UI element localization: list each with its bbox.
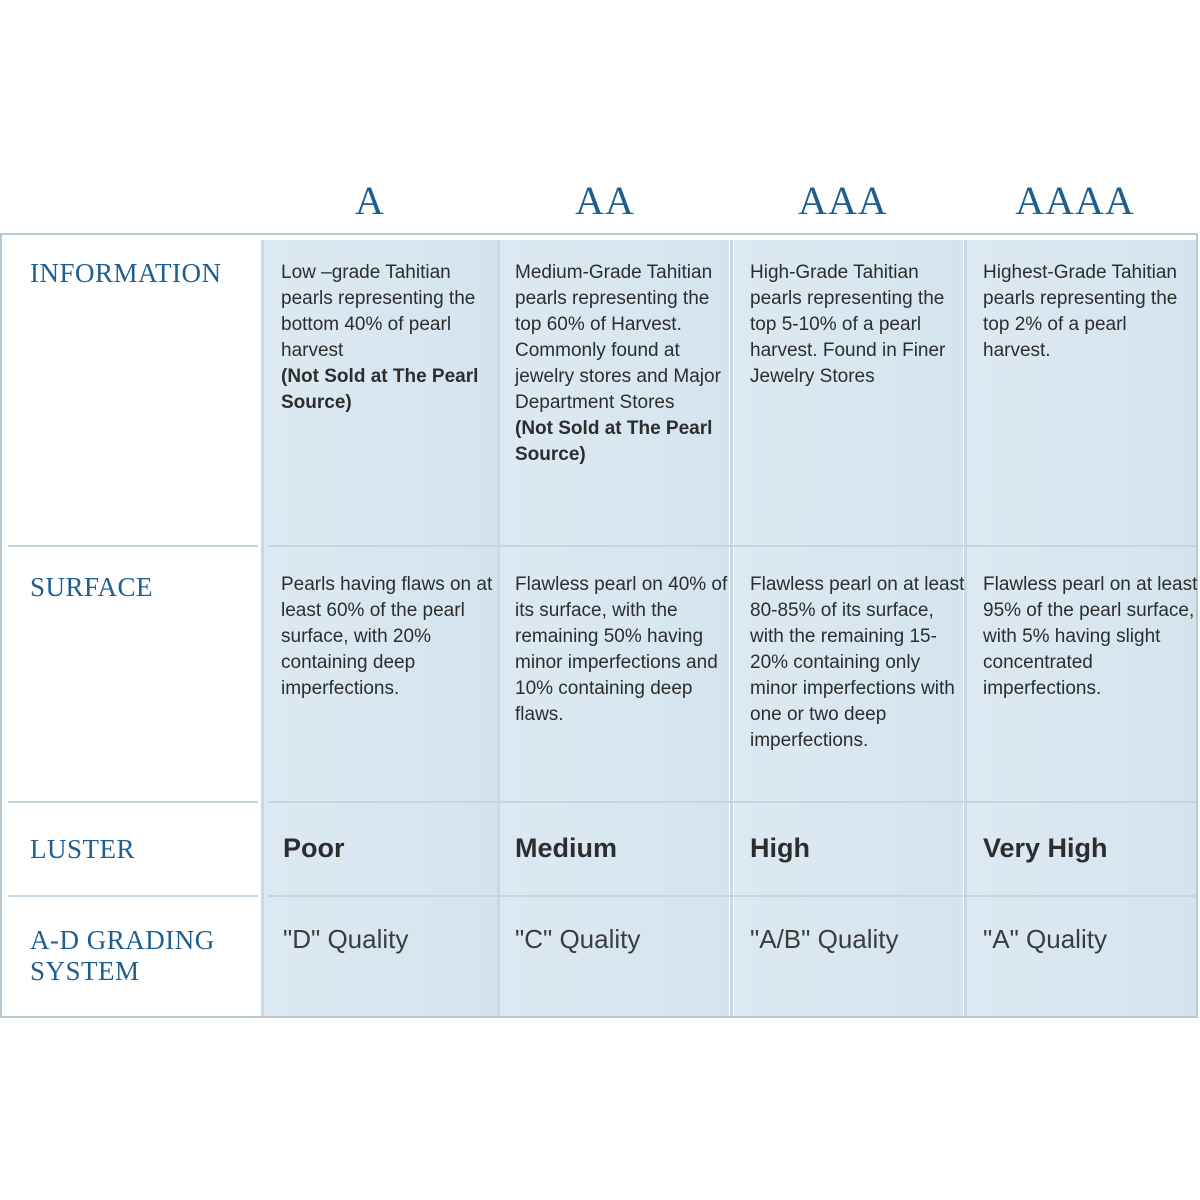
row-label-grading-line2: SYSTEM	[30, 956, 140, 986]
column-divider	[497, 240, 500, 1016]
column-divider	[730, 240, 733, 1016]
luster-cell-a: Poor	[283, 833, 345, 863]
information-text: Medium-Grade Tahitian pearls representing the top 60% of Harvest. Commonly found at jewelry stores and Major Department Stores	[515, 262, 721, 413]
grade-heading-aa: AA	[575, 177, 635, 223]
row-label-surface: SURFACE	[30, 572, 154, 602]
surface-cell-aaaa: Flawless pearl on at least 95% of the pearl surface, with 5% having slight concentrated imperfections.	[983, 574, 1198, 699]
information-text: High-Grade Tahitian pearls representing the top 5-10% of a pearl harvest. Found in Finer Jewelry Stores	[750, 262, 946, 387]
grading-cell-aaaa: "A" Quality	[983, 924, 1107, 954]
information-cell-aaaa	[983, 260, 1198, 364]
row-separator	[268, 895, 1196, 897]
grade-heading-aaa: AAA	[798, 177, 888, 223]
information-note: (Not Sold at The Pearl Source)	[281, 366, 479, 413]
information-cell-a	[281, 260, 496, 416]
row-label-luster: LUSTER	[30, 834, 136, 864]
grading-cell-aaa: "A/B" Quality	[750, 924, 899, 954]
row-separator	[8, 801, 258, 803]
luster-cell-aa: Medium	[515, 833, 618, 863]
row-label-grading-line1: A-D GRADING	[30, 925, 215, 955]
grading-cell-a: "D" Quality	[283, 924, 409, 954]
grade-heading-a: A	[355, 177, 385, 223]
information-cell-aaa	[750, 260, 965, 390]
information-text: Low –grade Tahitian pearls representing the bottom 40% of pearl harvest	[281, 262, 476, 361]
row-separator	[268, 801, 1196, 803]
row-separator	[268, 545, 1196, 547]
grade-heading-aaaa: AAAA	[1015, 177, 1135, 223]
information-note: (Not Sold at The Pearl Source)	[515, 418, 713, 465]
luster-cell-aaa: High	[750, 833, 810, 863]
surface-cell-aa: Flawless pearl on 40% of its surface, with the remaining 50% having minor imperfections and 10% containing deep flaws.	[515, 574, 728, 725]
row-label-information: INFORMATION	[30, 258, 222, 288]
row-label-grading-system	[30, 925, 255, 987]
surface-cell-a: Pearls having flaws on at least 60% of the pearl surface, with 20% containing deep imperfections.	[281, 574, 493, 699]
column-divider	[261, 240, 264, 1016]
information-cell-aa	[515, 260, 730, 468]
luster-cell-aaaa: Very High	[983, 833, 1108, 863]
row-separator	[8, 895, 258, 897]
surface-cell-aaa: Flawless pearl on at least 80-85% of its surface, with the remaining 15-20% containing only minor imperfections with one or two deep imperfections.	[750, 574, 965, 751]
row-separator	[8, 545, 258, 547]
grading-cell-aa: "C" Quality	[515, 924, 641, 954]
information-text: Highest-Grade Tahitian pearls representing the top 2% of a pearl harvest.	[983, 262, 1178, 361]
